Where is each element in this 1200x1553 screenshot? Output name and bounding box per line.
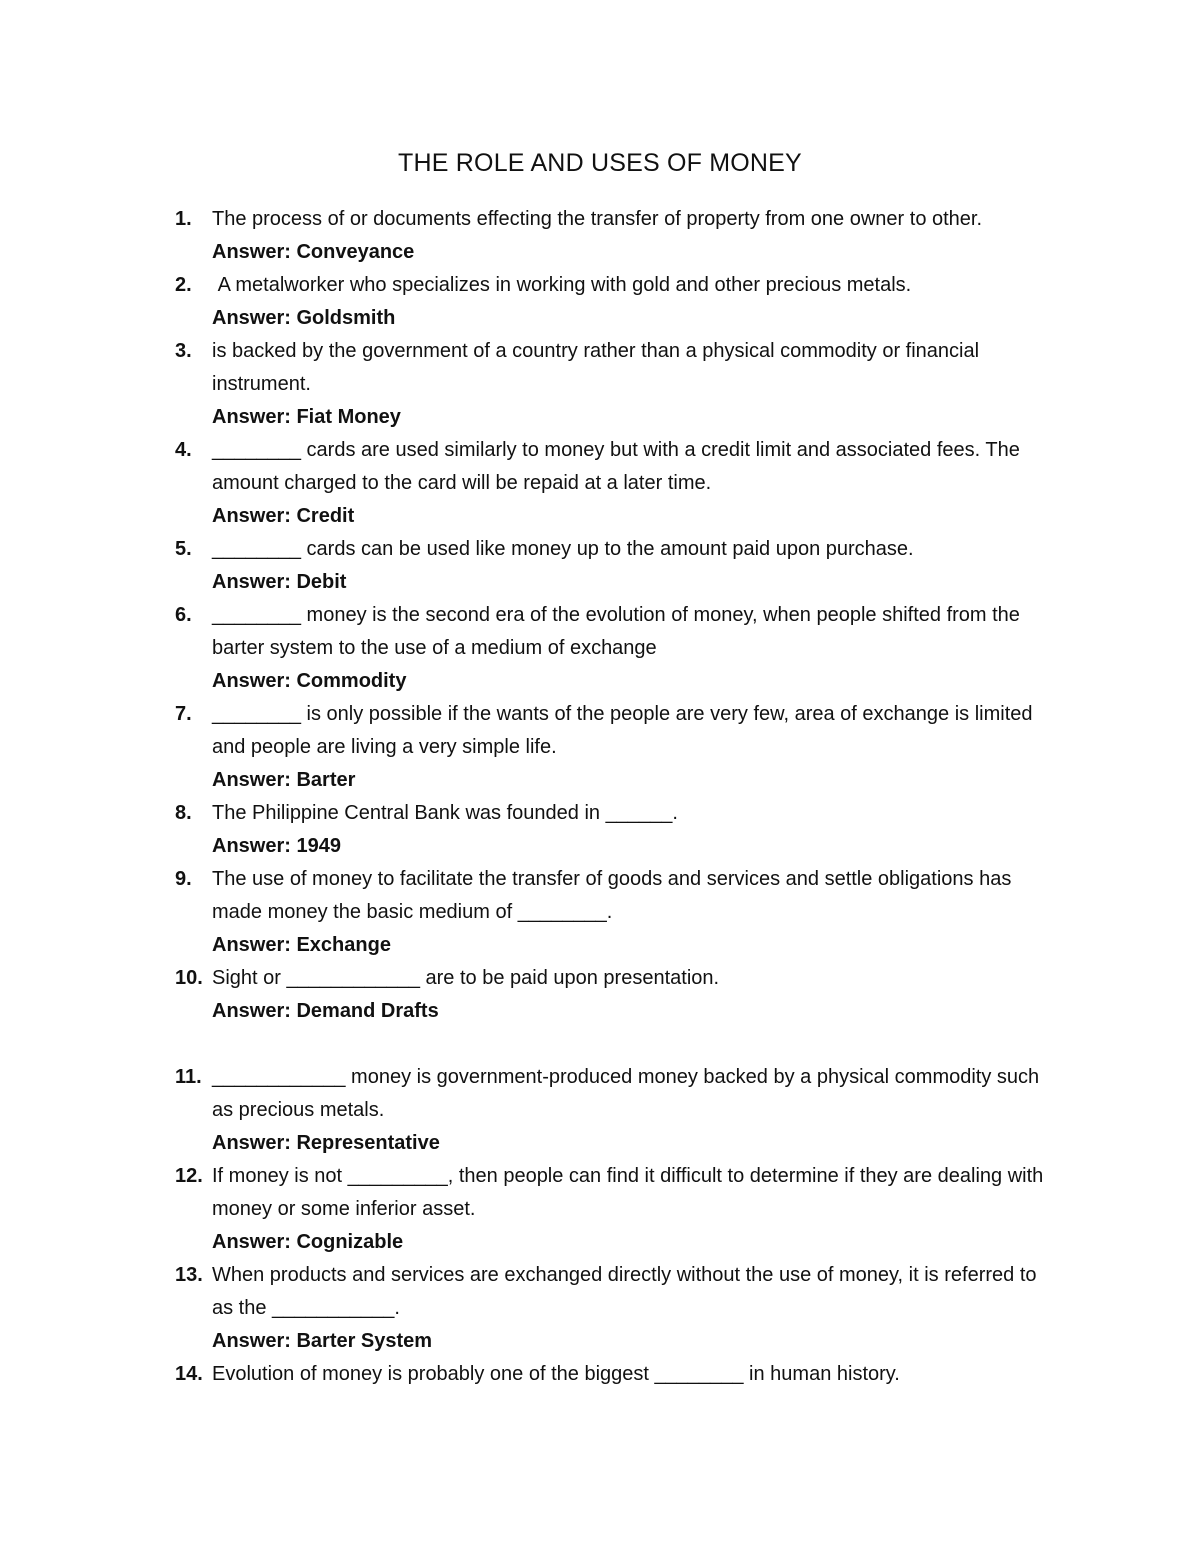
question-body <box>212 962 1062 1028</box>
question-text: ________ cards can be used like money up to the amount paid upon purchase. <box>212 538 914 560</box>
question-number: 8. <box>175 802 192 824</box>
question-text: The process of or documents effecting the transfer of property from one owner to other. <box>212 208 983 230</box>
question-text: The use of money to facilitate the transfer of goods and services and settle obligations has made money the basic medium of ________. <box>212 868 1017 923</box>
question-text: The Philippine Central Bank was founded in ______. <box>212 802 678 824</box>
answer-text: Answer: Barter System <box>212 1330 433 1352</box>
answer-text: Answer: Exchange <box>212 934 391 956</box>
answer-text: Answer: Debit <box>212 571 347 593</box>
answer-text: Answer: Representative <box>212 1132 440 1154</box>
question-body <box>212 1259 1062 1358</box>
question-number: 6. <box>175 604 192 626</box>
question-text: ____________ money is government-produced money backed by a physical commodity such as precious metals. <box>212 1066 1045 1121</box>
question-text: is backed by the government of a country rather than a physical commodity or financial instrument. <box>212 340 985 395</box>
question-body <box>212 1061 1062 1160</box>
question-number: 12. <box>175 1165 203 1187</box>
question-number: 14. <box>175 1363 203 1385</box>
question-number: 1. <box>175 208 192 230</box>
answer-text: Answer: Commodity <box>212 670 407 692</box>
question-text: If money is not _________, then people can find it difficult to determine if they are dealing with money or some inferior asset. <box>212 1165 1049 1220</box>
question-number: 7. <box>175 703 192 725</box>
question-text: When products and services are exchanged directly without the use of money, it is referred to as the ___________. <box>212 1264 1043 1319</box>
question-body <box>212 1160 1062 1259</box>
question-number: 10. <box>175 967 203 989</box>
question-text: ________ money is the second era of the evolution of money, when people shifted from the barter system to the use of a medium of exchange <box>212 604 1026 659</box>
answer-text: Answer: 1949 <box>212 835 341 857</box>
question-body <box>212 434 1062 533</box>
answer-text: Answer: Conveyance <box>212 241 415 263</box>
question-body <box>212 203 1062 269</box>
question-body <box>212 698 1062 797</box>
answer-text: Answer: Fiat Money <box>212 406 401 428</box>
question-body <box>212 533 1062 599</box>
question-text: A metalworker who specializes in working with gold and other precious metals. <box>212 274 912 296</box>
question-number: 2. <box>175 274 192 296</box>
question-body <box>212 599 1062 698</box>
answer-text: Answer: Cognizable <box>212 1231 404 1253</box>
page-title: THE ROLE AND USES OF MONEY <box>398 149 802 177</box>
answer-text: Answer: Credit <box>212 505 355 527</box>
answer-text: Answer: Goldsmith <box>212 307 396 329</box>
question-number: 4. <box>175 439 192 461</box>
question-text: ________ is only possible if the wants of the people are very few, area of exchange is limited and people are living a very simple life. <box>212 703 1039 758</box>
question-number: 3. <box>175 340 192 362</box>
question-body <box>212 269 1062 335</box>
question-number: 5. <box>175 538 192 560</box>
question-text: Evolution of money is probably one of the biggest ________ in human history. <box>212 1363 900 1385</box>
question-number: 9. <box>175 868 192 890</box>
answer-text: Answer: Demand Drafts <box>212 1000 439 1022</box>
question-body <box>212 863 1062 962</box>
question-body <box>212 1358 1062 1391</box>
question-text: Sight or ____________ are to be paid upon presentation. <box>212 967 720 989</box>
question-body <box>212 335 1062 434</box>
answer-text: Answer: Barter <box>212 769 356 791</box>
question-number: 13. <box>175 1264 203 1286</box>
question-body <box>212 797 1062 863</box>
question-number: 11. <box>175 1066 202 1088</box>
question-text: ________ cards are used similarly to money but with a credit limit and associated fees. The amount charged to the card will be repaid at a later time. <box>212 439 1026 494</box>
